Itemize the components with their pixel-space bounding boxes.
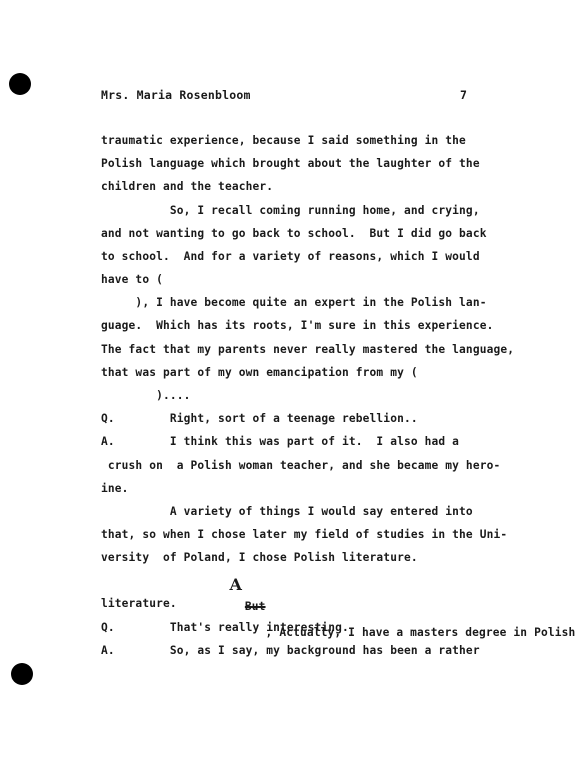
punch-hole-top: [9, 73, 31, 95]
handwritten-insert: A: [229, 575, 243, 594]
interviewee-name-header: Mrs. Maria Rosenbloom: [101, 88, 251, 102]
struck-word: But: [244, 600, 266, 613]
punch-hole-bottom: [11, 663, 33, 685]
text-line: children and the teacher.: [101, 180, 274, 193]
text-line: )....: [101, 389, 191, 402]
text-line: that, so when I chose later my field of studies in the Uni-: [101, 528, 508, 541]
text-line: The fact that my parents never really mastered the language,: [101, 343, 515, 356]
page-number: 7: [460, 88, 467, 102]
text-line: and not wanting to go back to school. But I did go back: [101, 227, 487, 240]
text-line: Q. That's really interesting.: [101, 621, 349, 634]
text-line: A. So, as I say, my background has been a rather: [101, 644, 480, 657]
text-line: A variety of things I would say entered into: [101, 505, 473, 518]
text-line: crush on a Polish woman teacher, and she became my hero-: [101, 459, 501, 472]
text-line: ), I have become quite an expert in the Polish lan-: [101, 296, 487, 309]
text-line: versity of Poland, I chose Polish literature.: [101, 551, 418, 564]
text-line: So, I recall coming running home, and crying,: [101, 204, 480, 217]
corrected-line-rest: , Actually, I have a masters degree in Polish: [265, 626, 576, 639]
text-line: have to (: [101, 273, 163, 286]
text-line: Polish language which brought about the laughter of the: [101, 157, 480, 170]
text-line: that was part of my own emancipation from my (: [101, 366, 418, 379]
text-line: A. I think this was part of it. I also had a: [101, 435, 460, 448]
text-line: to school. And for a variety of reasons, which I would: [101, 250, 480, 263]
text-line: Q. Right, sort of a teenage rebellion..: [101, 412, 418, 425]
text-line: guage. Which has its roots, I'm sure in this experience.: [101, 319, 494, 332]
text-line: ine.: [101, 482, 129, 495]
text-line: literature.: [101, 597, 177, 610]
corrected-text-line: [176, 574, 575, 652]
text-line: traumatic experience, because I said something in the: [101, 134, 466, 147]
